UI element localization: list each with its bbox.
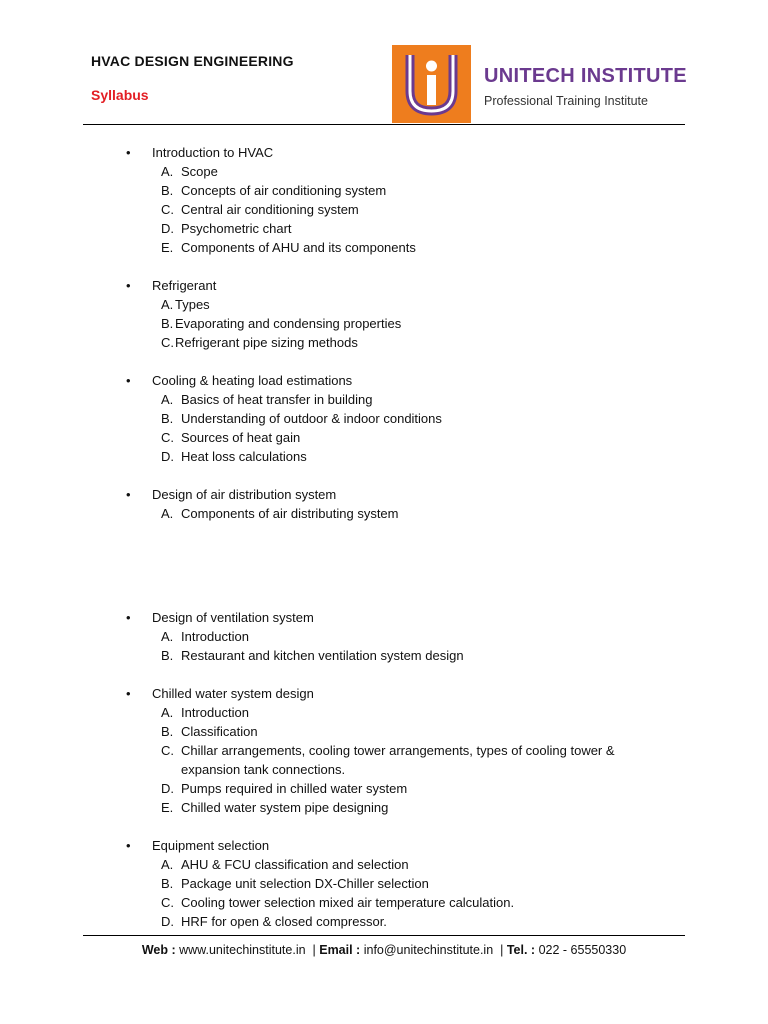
list-item-text: Concepts of air conditioning system: [181, 183, 387, 198]
syllabus-section: [0, 608, 768, 665]
list-item-text: Refrigerant pipe sizing methods: [175, 335, 358, 350]
list-item: [0, 627, 768, 646]
list-item-letter: A.: [161, 506, 174, 521]
bullet-icon: •: [126, 686, 131, 701]
section-title: [0, 276, 768, 295]
syllabus-section: [0, 276, 768, 352]
section-spacer: [0, 665, 768, 684]
bullet-icon: •: [126, 145, 131, 160]
list-item: [0, 447, 768, 466]
list-item-letter: D.: [161, 221, 174, 236]
list-item: [0, 295, 768, 314]
list-item-letter: B.: [161, 648, 174, 663]
list-item-text: Types: [175, 297, 210, 312]
syllabus-section: [0, 684, 768, 817]
bullet-icon: •: [126, 373, 131, 388]
section-title: [0, 836, 768, 855]
section-title-text: Design of air distribution system: [152, 487, 337, 502]
list-item-letter: C.: [161, 895, 174, 910]
list-item-text: Introduction: [181, 705, 249, 720]
section-title-text: Equipment selection: [152, 838, 270, 853]
bullet-icon: •: [126, 610, 131, 625]
section-title: [0, 485, 768, 504]
list-item: [0, 874, 768, 893]
footer-separator: |: [500, 943, 504, 957]
bullet-icon: •: [126, 838, 131, 853]
footer-email-link[interactable]: info@unitechinstitute.in: [363, 943, 494, 957]
list-item-letter: C.: [161, 743, 174, 758]
syllabus-content: [0, 143, 768, 931]
list-item-text: Understanding of outdoor & indoor conditions: [181, 411, 442, 426]
list-item-text: Central air conditioning system: [181, 202, 359, 217]
document-title: HVAC DESIGN ENGINEERING: [91, 53, 294, 69]
list-item: [0, 893, 768, 912]
list-item-letter: B.: [161, 724, 174, 739]
syllabus-section: [0, 485, 768, 523]
list-item-text: Cooling tower selection mixed air temperature calculation.: [181, 895, 515, 910]
section-spacer: [0, 352, 768, 371]
list-item-letter: B.: [161, 183, 174, 198]
header-divider: [83, 124, 685, 125]
section-spacer: [0, 817, 768, 836]
list-item: [0, 314, 768, 333]
list-item-text: Restaurant and kitchen ventilation system design: [181, 648, 464, 663]
list-item-text: Pumps required in chilled water system: [181, 781, 408, 796]
syllabus-section: [0, 371, 768, 466]
list-item: [0, 409, 768, 428]
list-item: [0, 333, 768, 352]
list-item-letter: B.: [161, 411, 174, 426]
section-title: [0, 371, 768, 390]
list-item: [0, 181, 768, 200]
section-title-text: Refrigerant: [152, 278, 217, 293]
list-item-letter: A.: [161, 164, 174, 179]
logo-tagline: Professional Training Institute: [484, 94, 648, 108]
list-item-letter: A.: [161, 857, 174, 872]
footer-web-link[interactable]: www.unitechinstitute.in: [179, 943, 306, 957]
list-item-text: HRF for open & closed compressor.: [181, 914, 387, 929]
list-item-letter: C.: [161, 202, 174, 217]
syllabus-section: [0, 143, 768, 257]
list-item: [0, 855, 768, 874]
list-item-text: Components of AHU and its components: [181, 240, 416, 255]
list-item: [0, 162, 768, 181]
footer-email-label: Email :: [319, 943, 361, 957]
list-item: [0, 646, 768, 665]
list-item: [0, 219, 768, 238]
list-item-text: AHU & FCU classification and selection: [181, 857, 409, 872]
footer-contact: [0, 943, 768, 957]
section-spacer: [0, 523, 768, 608]
list-item: [0, 798, 768, 817]
list-item-letter: D.: [161, 449, 174, 464]
list-item-letter: E.: [161, 800, 174, 815]
list-item: [0, 428, 768, 447]
list-item: [0, 390, 768, 409]
list-item-text: Scope: [181, 164, 218, 179]
document-subtitle: Syllabus: [91, 87, 149, 103]
list-item-letter: D.: [161, 914, 174, 929]
list-item-text: Components of air distributing system: [181, 506, 399, 521]
list-item-letter: B.: [161, 876, 174, 891]
list-item: [0, 238, 768, 257]
list-item-text: Sources of heat gain: [181, 430, 301, 445]
section-spacer: [0, 257, 768, 276]
bullet-icon: •: [126, 487, 131, 502]
list-item-letter: C.: [161, 430, 174, 445]
logo-u-glyph: [392, 45, 471, 123]
list-item-text: Package unit selection DX-Chiller selection: [181, 876, 429, 891]
section-title: [0, 608, 768, 627]
list-item: [0, 504, 768, 523]
list-item: [0, 703, 768, 722]
section-title-text: Design of ventilation system: [152, 610, 314, 625]
list-item-letter: D.: [161, 781, 174, 796]
bullet-icon: •: [126, 278, 131, 293]
list-item-letter: A.: [161, 629, 174, 644]
institute-logo: [392, 45, 687, 123]
section-spacer: [0, 466, 768, 485]
list-item: [0, 722, 768, 741]
syllabus-section: [0, 836, 768, 931]
list-item-text: Introduction: [181, 629, 249, 644]
list-item: [0, 741, 768, 779]
footer-tel-label: Tel. :: [506, 943, 536, 957]
footer-web-label: Web :: [141, 943, 176, 957]
section-title-text: Chilled water system design: [152, 686, 314, 701]
list-item-letter: C.: [161, 335, 174, 350]
list-item-letter: A.: [161, 297, 174, 312]
section-title-text: Introduction to HVAC: [152, 145, 274, 160]
list-item-text: Psychometric chart: [181, 221, 292, 236]
list-item-text: Evaporating and condensing properties: [175, 316, 402, 331]
section-title: [0, 684, 768, 703]
section-title: [0, 143, 768, 162]
logo-name: UNITECH INSTITUTE: [484, 65, 687, 87]
footer-divider: [83, 935, 685, 936]
section-title-text: Cooling & heating load estimations: [152, 373, 353, 388]
footer-separator: |: [312, 943, 316, 957]
list-item-text: Heat loss calculations: [181, 449, 307, 464]
list-item-letter: E.: [161, 240, 174, 255]
list-item-letter: A.: [161, 392, 174, 407]
list-item-text: Chilled water system pipe designing: [181, 800, 389, 815]
list-item: [0, 912, 768, 931]
list-item-text: Classification: [181, 724, 258, 739]
list-item-text: Basics of heat transfer in building: [181, 392, 373, 407]
list-item-text: Chillar arrangements, cooling tower arrangements, types of cooling tower & expansion tank connections.: [181, 743, 615, 777]
footer-tel-value: 022 - 65550330: [538, 943, 627, 957]
logo-mark: [392, 45, 471, 123]
list-item-letter: A.: [161, 705, 174, 720]
list-item-letter: B.: [161, 316, 174, 331]
list-item: [0, 779, 768, 798]
list-item: [0, 200, 768, 219]
